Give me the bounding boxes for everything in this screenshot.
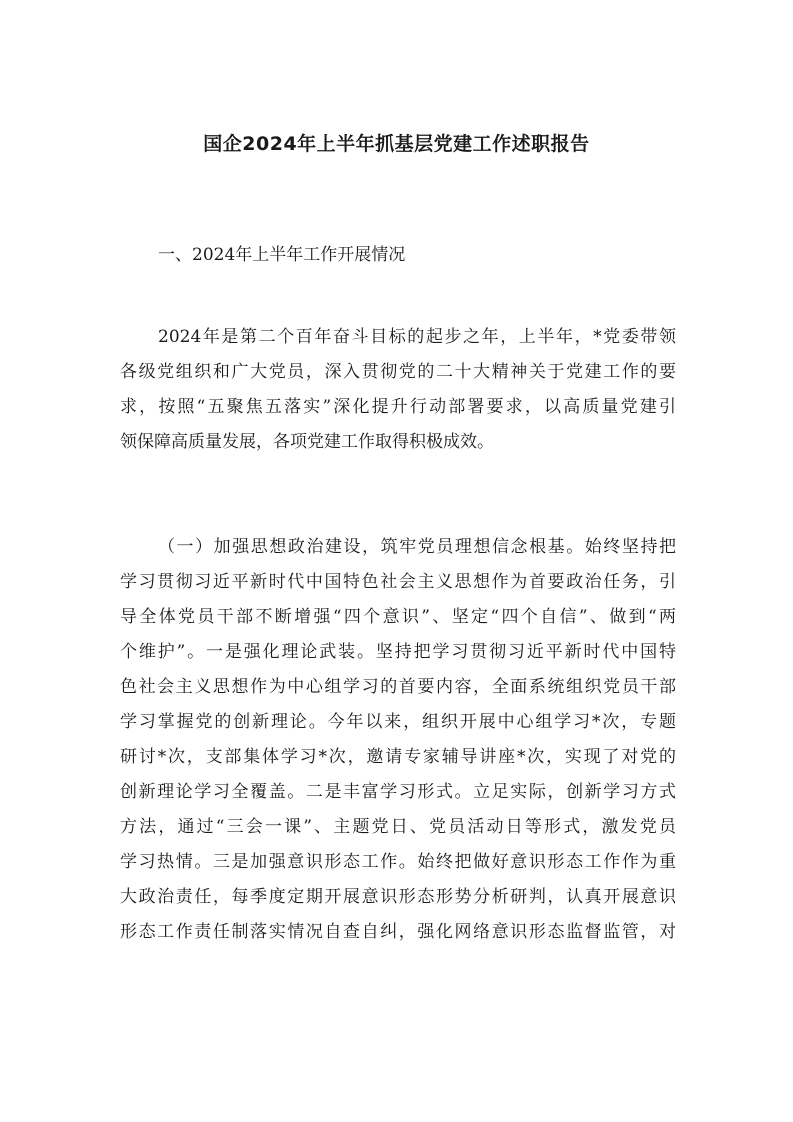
paragraph-line: 各级党组织和广大党员，深入贯彻党的二十大精神关于党建工作的要 [120, 362, 676, 382]
paragraph-line: 2024年是第二个百年奋斗目标的起步之年，上半年，*党委带领 [158, 327, 676, 347]
paragraph-line: 学习掌握党的创新理论。今年以来，组织开展中心组学习*次，专题 [120, 712, 676, 732]
paragraph-line: 导全体党员干部不断增强“四个意识”、坚定“四个自信”、做到“两 [120, 607, 676, 627]
paragraph-line: 大政治责任，每季度定期开展意识形态形势分析研判，认真开展意识 [120, 887, 676, 907]
section-heading: 一、2024年上半年工作开展情况 [158, 245, 406, 265]
paragraph-line: 求，按照“五聚焦五落实”深化提升行动部署要求，以高质量党建引 [120, 397, 676, 417]
paragraph-line: 创新理论学习全覆盖。二是丰富学习形式。立足实际，创新学习方式 [120, 782, 676, 802]
paragraph-line: 个维护”。一是强化理论武装。坚持把学习贯彻习近平新时代中国特 [120, 642, 676, 662]
paragraph-line: （一）加强思想政治建设，筑牢党员理想信念根基。始终坚持把 [158, 537, 676, 557]
paragraph-line: 研讨*次，支部集体学习*次，邀请专家辅导讲座*次，实现了对党的 [120, 747, 676, 767]
paragraph [120, 530, 676, 950]
paragraph-line: 方法，通过“三会一课”、主题党日、党员活动日等形式，激发党员 [120, 817, 676, 837]
paragraph-line: 形态工作责任制落实情况自查自纠，强化网络意识形态监督监管，对 [120, 922, 676, 942]
paragraph-line: 学习热情。三是加强意识形态工作。始终把做好意识形态工作作为重 [120, 852, 676, 872]
paragraph-line: 领保障高质量发展，各项党建工作取得积极成效。 [120, 432, 494, 452]
document-title: 国企2024年上半年抓基层党建工作述职报告 [203, 133, 590, 155]
paragraph-line: 学习贯彻习近平新时代中国特色社会主义思想作为首要政治任务，引 [120, 572, 676, 592]
paragraph [120, 320, 676, 460]
paragraph-line: 色社会主义思想作为中心组学习的首要内容，全面系统组织党员干部 [120, 677, 676, 697]
